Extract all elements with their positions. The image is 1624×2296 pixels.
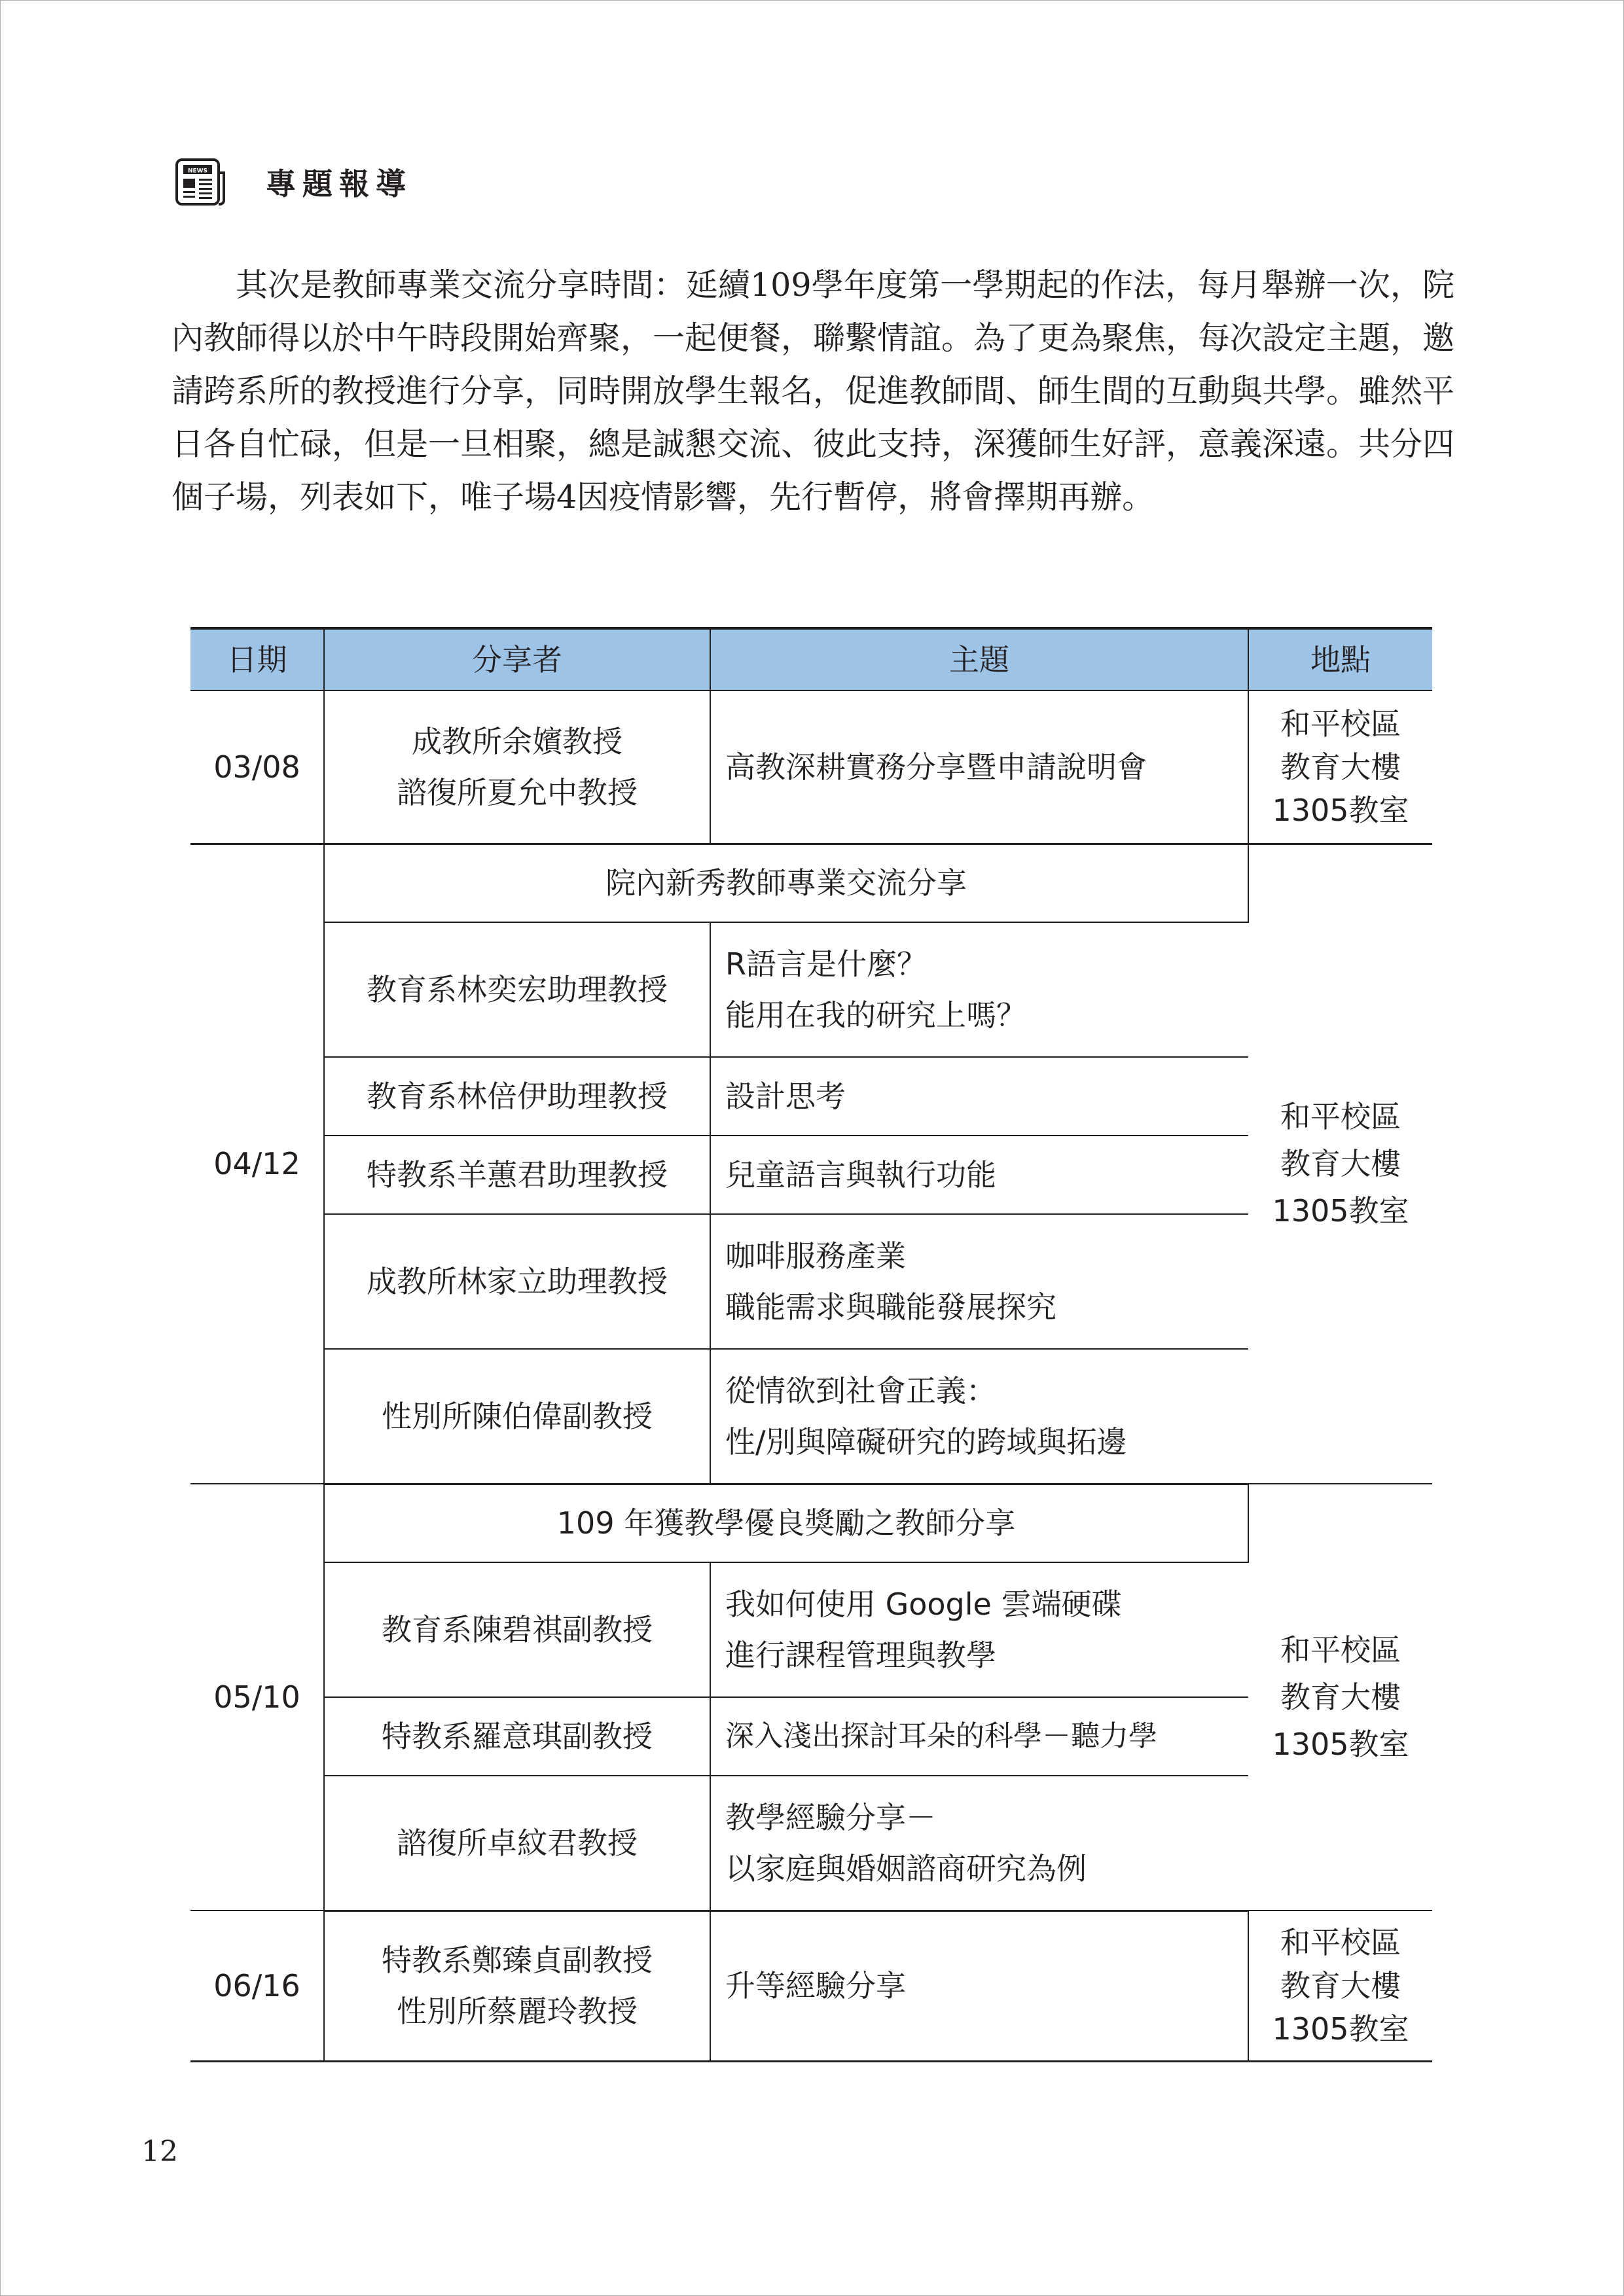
location-line: 和平校區 xyxy=(1280,1632,1401,1668)
table-row xyxy=(190,1136,1432,1214)
section-header xyxy=(174,156,412,208)
topic-line: 咖啡服務產業 xyxy=(725,1238,906,1274)
schedule-table xyxy=(190,627,1432,2062)
sharer-name: 性別所蔡麗玲教授 xyxy=(397,1994,638,2029)
location-line: 1305教室 xyxy=(1272,1727,1409,1762)
sharer-name: 諮復所夏允中教授 xyxy=(397,774,638,810)
topic-line: 性/別與障礙研究的跨域與拓邊 xyxy=(725,1424,1127,1460)
section-title-cell: 109 年獲教學優良獎勵之教師分享 xyxy=(324,1484,1248,1562)
page-number: 12 xyxy=(141,2135,178,2168)
topic-cell xyxy=(710,1776,1248,1910)
topic-cell: 升等經驗分享 xyxy=(710,1910,1248,2061)
location-line: 教育大樓 xyxy=(1280,1679,1401,1715)
newspaper-icon xyxy=(174,157,228,207)
table-row xyxy=(190,1214,1432,1349)
location-cell xyxy=(1248,1484,1432,1910)
location-line: 1305教室 xyxy=(1272,792,1409,828)
topic-line: 教學經驗分享－ xyxy=(725,1799,936,1835)
table-row xyxy=(190,1562,1432,1697)
table-row xyxy=(190,1057,1432,1136)
topic-line: 以家庭與婚姻諮商研究為例 xyxy=(725,1850,1087,1886)
location-line: 1305教室 xyxy=(1272,1193,1409,1229)
sharer-cell: 教育系陳碧祺副教授 xyxy=(324,1562,710,1697)
location-line: 教育大樓 xyxy=(1280,1967,1401,2003)
header-location: 地點 xyxy=(1248,628,1432,691)
table-row xyxy=(190,1697,1432,1776)
table-row xyxy=(190,691,1432,844)
sharer-cell xyxy=(324,691,710,844)
topic-cell xyxy=(710,922,1248,1057)
svg-text:NEWS: NEWS xyxy=(187,168,208,175)
location-line: 教育大樓 xyxy=(1280,749,1401,785)
topic-cell: 兒童語言與執行功能 xyxy=(710,1136,1248,1214)
location-cell xyxy=(1248,844,1432,1484)
sharer-cell: 性別所陳伯偉副教授 xyxy=(324,1349,710,1484)
table-row xyxy=(190,844,1432,922)
table-header-row xyxy=(190,628,1432,691)
topic-cell xyxy=(710,1214,1248,1349)
location-cell xyxy=(1248,1910,1432,2061)
intro-paragraph: 其次是教師專業交流分享時間：延續109學年度第一學期起的作法，每月舉辦一次，院內教師得以於中午時段開始齊聚，一起便餐，聯繫情誼。為了更為聚焦，每次設定主題，邀請跨系所的教授進行分享，同時開放學生報名，促進教師間、師生間的互動與共學。雖然平日各自忙碌，但是一旦相聚，總是誠懇交流、彼此支持，深獲師生好評，意義深遠。共分四個子場，列表如下，唯子場4因疫情影響，先行暫停，將會擇期再辦。 xyxy=(171,266,1455,516)
table-row xyxy=(190,1910,1432,2061)
topic-line: 從情欲到社會正義： xyxy=(725,1372,996,1408)
sharer-cell: 教育系林倍伊助理教授 xyxy=(324,1057,710,1136)
table-row xyxy=(190,922,1432,1057)
sharer-cell: 諮復所卓紋君教授 xyxy=(324,1776,710,1910)
sharer-name: 特教系鄭臻貞副教授 xyxy=(382,1943,653,1978)
table-row xyxy=(190,1484,1432,1562)
section-title-cell: 院內新秀教師專業交流分享 xyxy=(324,844,1248,922)
sharer-name: 成教所余嬪教授 xyxy=(412,723,623,759)
sharer-cell xyxy=(324,1910,710,2061)
sharer-cell: 特教系羅意琪副教授 xyxy=(324,1697,710,1776)
sharer-cell: 教育系林奕宏助理教授 xyxy=(324,922,710,1057)
header-sharer: 分享者 xyxy=(324,628,710,691)
date-cell: 03/08 xyxy=(190,691,324,844)
topic-line: 進行課程管理與教學 xyxy=(725,1638,996,1673)
topic-cell xyxy=(710,1562,1248,1697)
topic-cell: 設計思考 xyxy=(710,1057,1248,1136)
topic-line: R語言是什麼？ xyxy=(725,946,927,982)
sharer-cell: 特教系羊蕙君助理教授 xyxy=(324,1136,710,1214)
location-line: 和平校區 xyxy=(1280,706,1401,742)
topic-line: 能用在我的研究上嗎？ xyxy=(725,997,1026,1033)
location-line: 1305教室 xyxy=(1272,2011,1409,2047)
date-cell: 05/10 xyxy=(190,1484,324,1910)
location-line: 和平校區 xyxy=(1280,1924,1401,1960)
table-row xyxy=(190,1349,1432,1484)
topic-cell: 高教深耕實務分享暨申請說明會 xyxy=(710,691,1248,844)
section-title: 專題報導 xyxy=(266,166,412,202)
header-topic: 主題 xyxy=(710,628,1248,691)
date-cell: 04/12 xyxy=(190,844,324,1484)
topic-line: 我如何使用 Google 雲端硬碟 xyxy=(725,1587,1122,1622)
location-cell xyxy=(1248,691,1432,844)
table-row xyxy=(190,1776,1432,1910)
location-line: 教育大樓 xyxy=(1280,1146,1401,1182)
topic-cell: 深入淺出探討耳朵的科學－聽力學 xyxy=(710,1697,1248,1776)
sharer-cell: 成教所林家立助理教授 xyxy=(324,1214,710,1349)
header-date: 日期 xyxy=(190,628,324,691)
location-line: 和平校區 xyxy=(1280,1099,1401,1135)
topic-cell xyxy=(710,1349,1248,1484)
date-cell: 06/16 xyxy=(190,1910,324,2061)
topic-line: 職能需求與職能發展探究 xyxy=(725,1289,1056,1325)
